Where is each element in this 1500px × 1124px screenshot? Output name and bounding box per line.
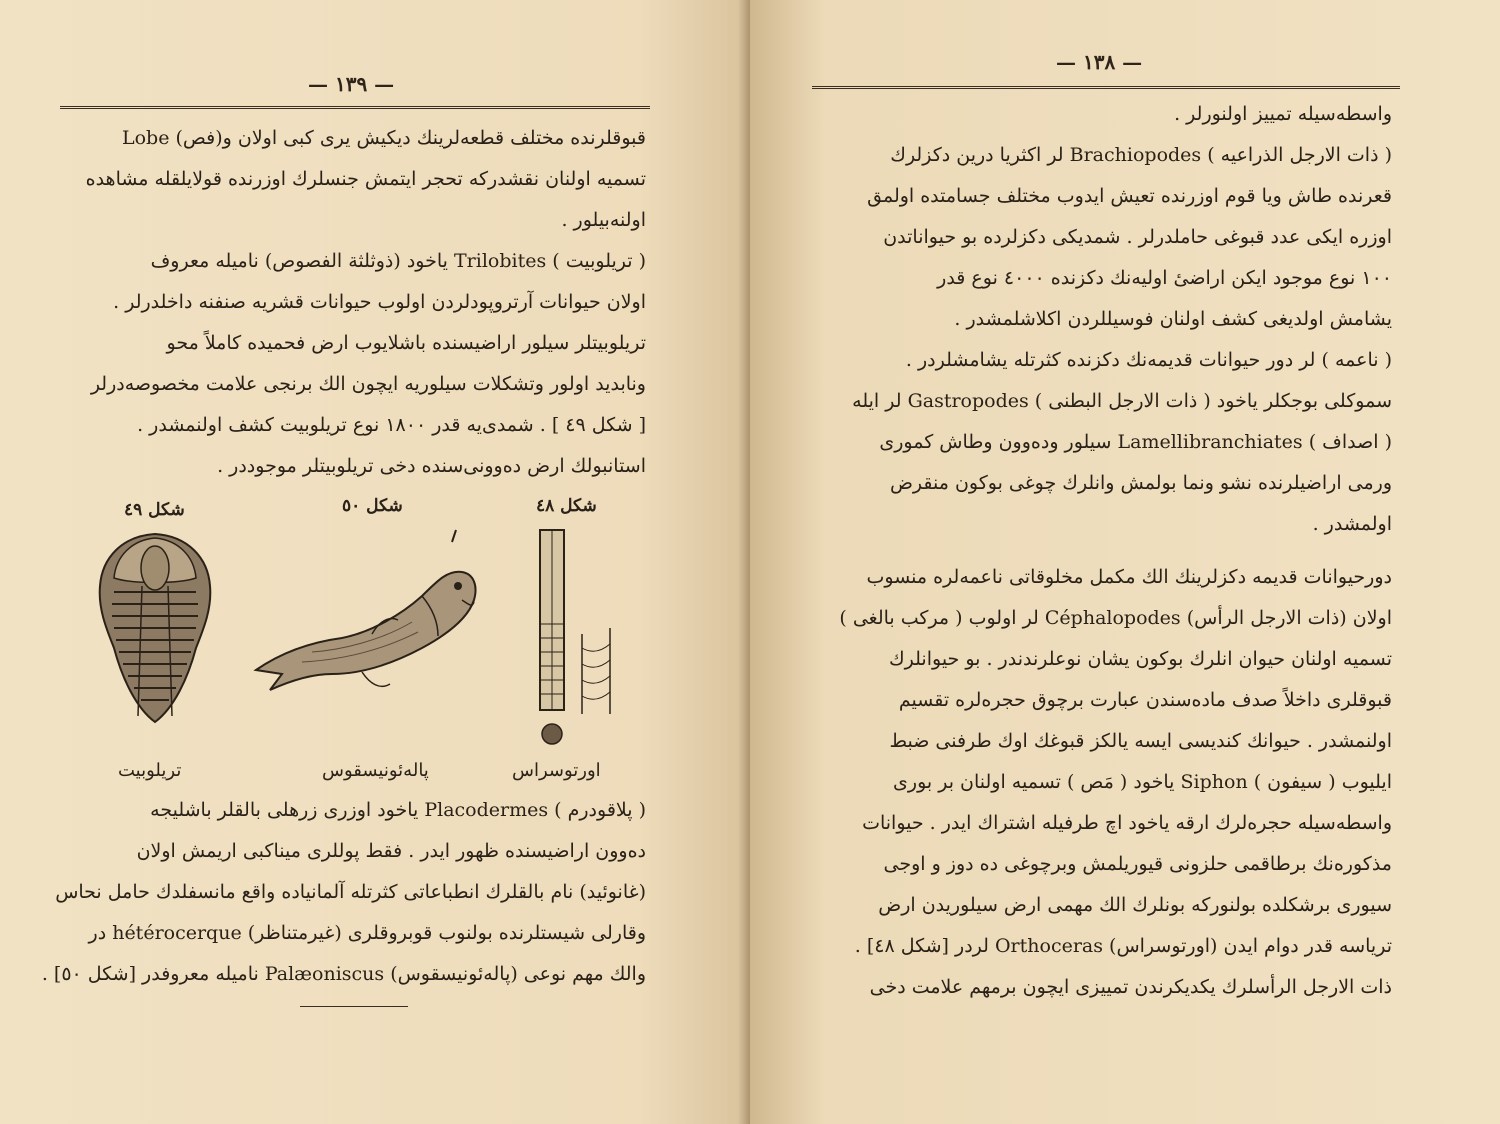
text-line: سموكلی بوجكلر یاخود ( ذات الارجل البطنی ) Gastropodes لر ایله [852,390,1392,412]
text-line: ( پلاقودرم ) Placodermes یاخود اوزری زرهلی بالقلر باشلیجه [150,799,646,821]
text-line: اولان حیوانات آرتروپودلردن اولوب حیوانات قشریه صنفنه داخلدرلر . [113,291,646,313]
text-line: والك مهم نوعی (پاله‌ئونیسقوس) Palæoniscus نامیله معروفدر [شكل ٥٠] . [41,963,646,985]
page-number-left: — ١٣٩ — [308,72,395,96]
text-line: اولمشدر . [1312,513,1392,535]
paragraph-gap [832,545,1392,557]
text-line: استانبولك ارض دەوونی‌سنده دخی تریلوبیتلر موجوددر . [217,455,646,477]
text-line: قبوقلری داخلاً صدف ماده‌سندن عبارت برچوق حجره‌لره تقسیم [898,689,1392,711]
text-line: اولان (ذات الارجل الرأس) Céphalopodes لر اولوب ( مركب بالغی ) [839,607,1392,629]
text-line: [ شكل ٤٩ ] . شمدی‌یه قدر ١٨٠٠ نوع تریلوبیت كشف اولنمشدر . [137,414,646,436]
trilobite-illustration [92,528,218,728]
text-line: قعرنده طاش ویا قوم اوزرنده تعیش ایدوب مختلف جسامتده اولمق [867,185,1392,207]
text-line: ( ذات الارجل الذراعیه ) Brachiopodes لر اكثریا درین دكزلرك [890,144,1392,166]
text-line: ذات الارجل الرأسلرك یكدیكرندن تمییزی ایچون برمهم علامت دخی [869,976,1392,998]
caption-trilobite: تریلوبیت [118,760,182,781]
text-line: واسطه‌سیله تمییز اولنورلر . [1174,103,1392,125]
text-line: (غانوئید) نام بالقلرك انطباعاتی كثرتله آلمانیاده واقع مانسفلدك حامل نحاس [55,881,646,903]
text-line: تریلوبیتلر سیلور اراضیسنده باشلایوب ارض فحمیده كاملاً محو [166,332,646,354]
text-line: اولنه‌بیلور . [561,209,646,231]
left-text-top [78,118,646,487]
text-line: اوزره ایكی عدد قبوغی حاملدرلر . شمدیكی دكزلرده بو حیواناتدن [883,226,1392,248]
text-line: تسمیه اولنان نقشدركه تحجر ایتمش جنسلرك اوزرنده قولایلقله مشاهده [85,168,646,190]
text-line: یشامش اولدیغی كشف اولنان فوسیللردن اكلاشلمشدر . [954,308,1392,330]
left-text-bottom [41,790,646,995]
text-line: سیوری برشكلده بولنوركه بونلرك الك مهمی ارض سیلوریدن ارض [878,894,1392,916]
caption-orthoceras: اورتوسراس [512,760,601,781]
text-line: مذكوره‌نك برطاقمی حلزونی قیوریلمش وبرچوغی ده دوز و اوجی [883,853,1392,875]
figure-50-label: شكل ٥٠ [342,496,403,516]
orthoceras-illustration [530,524,616,750]
figure-48-label: شكل ٤٨ [536,496,597,516]
right-page [750,0,1500,1124]
right-text [832,94,1392,1008]
text-line: ایلیوب ( سیفون ) Siphon یاخود ( مَص ) تسمیه اولنان بر بوری [893,771,1392,793]
text-line: قبوقلرنده مختلف قطعه‌لرینك دیكیش یری كبی اولان و(فص) Lobe [121,127,646,149]
text-line: ( اصداف ) Lamellibranchiates سیلور ودەوون وطاش كموری [879,431,1392,453]
fish-illustration [252,524,484,694]
text-line: ( ناعمه ) لر دور حیوانات قدیمه‌نك دكزنده كثرتله یشامشلردر . [905,349,1392,371]
header-rule-right [812,86,1400,89]
text-line: دەوون اراضیسنده ظهور ایدر . فقط پوللری میناكبی اریمش اولان [136,840,646,862]
text-line: ورمی اراضیلرنده نشو ونما بولمش وانلرك چوغی بوكون منقرض [889,472,1392,494]
page-number-right: — ١٣٨ — [1056,50,1143,74]
figure-49-label: شكل ٤٩ [124,500,185,520]
text-line: ١٠٠ نوع موجود ایكن اراضیٔ اولیه‌نك دكزنده ٤٠٠٠ نوع قدر [937,267,1392,289]
text-line: تریاسه قدر دوام ایدن (اورتوسراس) Orthoceras لردر [شكل ٤٨] . [854,935,1392,957]
caption-palaeoniscus: پاله‌ئونیسقوس [322,760,429,781]
section-end-rule [300,1006,408,1007]
text-line: تسمیه اولنان حیوان انلرك بوكون یشان نوعلرندندر . بو حیوانلرك [889,648,1392,670]
text-line: وقارلی شیستلرنده بولنوب قوبروقلری (غیرمتناظر) hétérocerque در [88,922,646,944]
text-line: واسطه‌سیله حجره‌لرك ارقه یاخود اچ طرفیله اشتراك ایدر . حیوانات [862,812,1392,834]
text-line: اولنمشدر . حیوانك كندیسی ایسه یالكز قبوغك اوك طرفنی ضبط [889,730,1392,752]
text-line: ونابدید اولور وتشكلات سیلوریه ایچون الك برنجی علامت مخصوصه‌درلر [90,373,646,395]
text-line: ( تریلوبیت ) Trilobites یاخود (ذوثلثة الفصوص) نامیله معروف [150,250,646,272]
header-rule-left [60,106,650,109]
text-line: دورحیوانات قدیمه دكزلرینك الك مكمل مخلوقاتی ناعمه‌لره منسوب [866,566,1392,588]
